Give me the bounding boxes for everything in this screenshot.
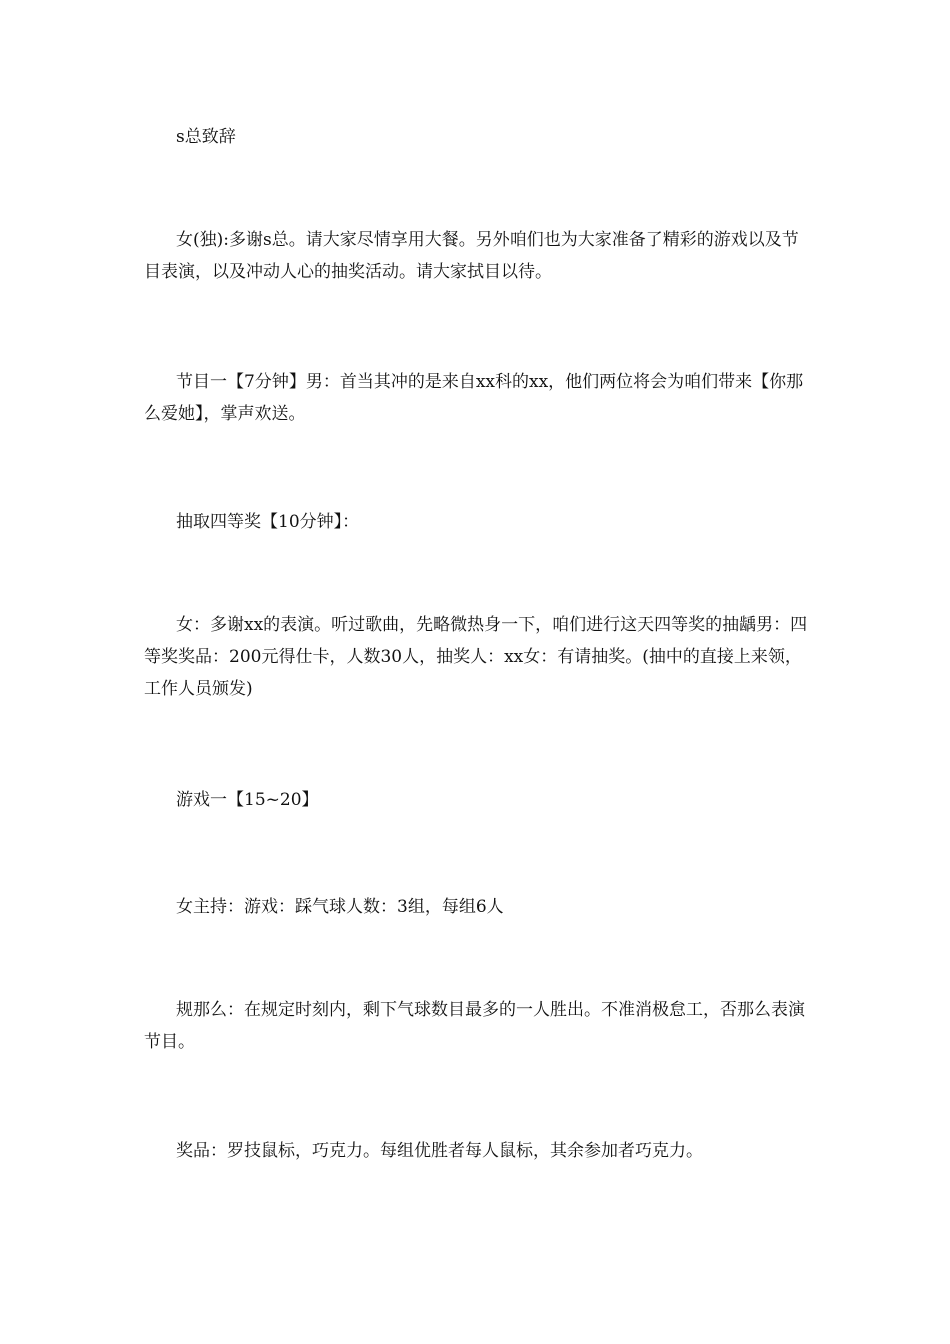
paragraph-game-description: 女主持：游戏：踩气球人数：3组，每组6人 (176, 897, 504, 917)
paragraph-game-one-heading: 游戏一【15~20】 (176, 790, 319, 810)
paragraph-program-one: 节目一【7分钟】男：首当其冲的是来自xx科的xx，他们两位将会为咱们带来【你那么爱她】，掌声欢送。 (144, 372, 804, 424)
paragraph-game-prizes: 奖品：罗技鼠标，巧克力。每组优胜者每人鼠标，其余参加者巧克力。 (176, 1141, 703, 1161)
paragraph-fourth-prize-heading: 抽取四等奖【10分钟】： (176, 512, 360, 532)
paragraph-game-rules: 规那么：在规定时刻内，剩下气球数目最多的一人胜出。不准消极怠工，否那么表演节目。 (144, 1000, 805, 1052)
paragraph-host-thanks: 女(独):多谢s总。请大家尽情享用大餐。另外咱们也为大家准备了精彩的游戏以及节目表演，以及冲动人心的抽奖活动。请大家拭目以待。 (144, 230, 799, 282)
paragraph-speech-heading: s总致辞 (176, 127, 236, 147)
paragraph-fourth-prize-draw: 女：多谢xx的表演。听过歌曲，先略微热身一下，咱们进行这天四等奖的抽龋男：四等奖奖品：200元得仕卡，人数30人，抽奖人：xx女：有请抽奖。(抽中的直接上来领，工作人员颁发) (144, 615, 808, 699)
